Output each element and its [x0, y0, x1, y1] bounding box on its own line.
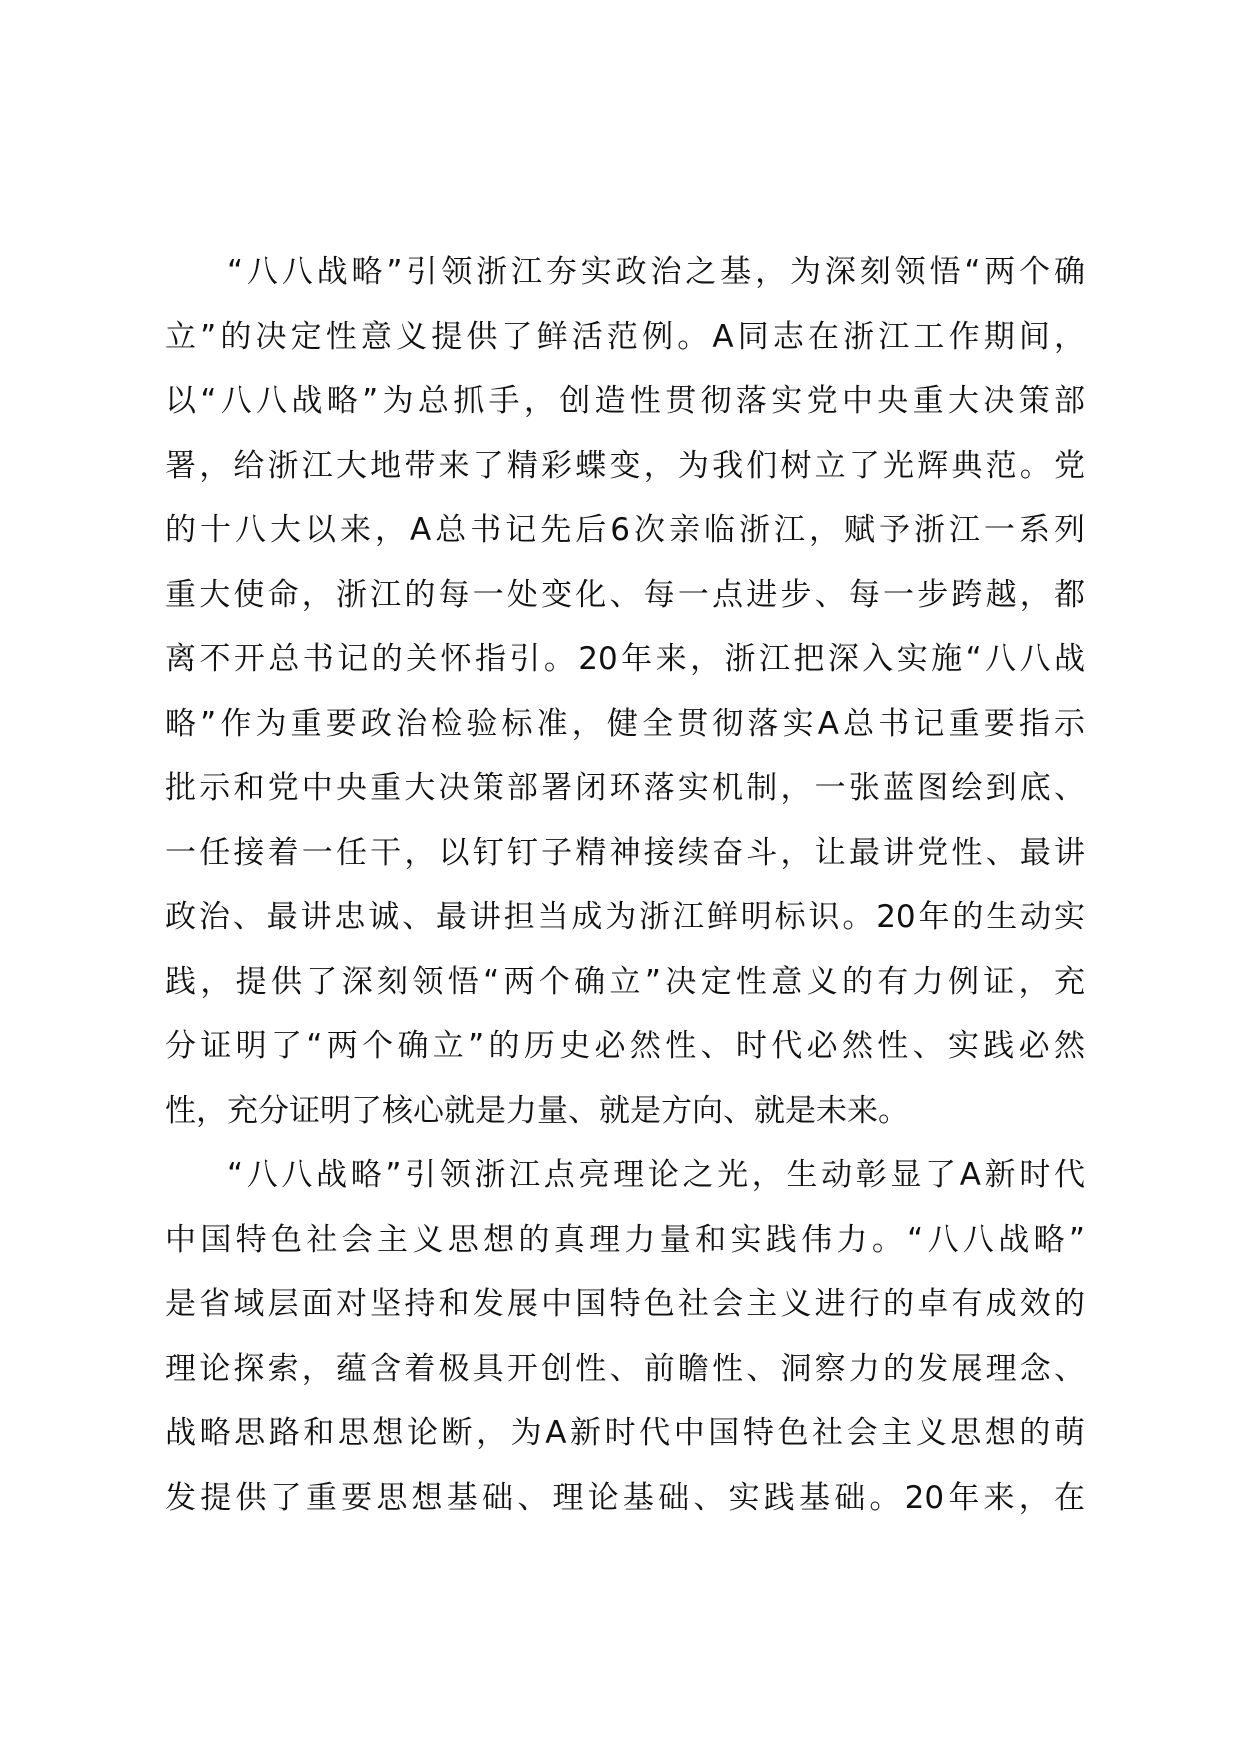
text-line: 政治、最讲忠诚、最讲担当成为浙江鲜明标识。20年的生动实	[165, 899, 1085, 935]
paragraph-1	[165, 240, 1085, 1143]
text-line: 践，提供了深刻领悟“两个确立”决定性意义的有力例证，充	[165, 963, 1085, 1000]
text-line: 署，给浙江大地带来了精彩蝶变，为我们树立了光辉典范。党	[165, 447, 1085, 484]
document-body	[165, 240, 1085, 1530]
text-line: 重大使命，浙江的每一处变化、每一点进步、每一步跨越，都	[165, 576, 1085, 613]
text-line: 理论探索，蕴含着极具开创性、前瞻性、洞察力的发展理念、	[165, 1350, 1085, 1387]
text-line: 批示和党中央重大决策部署闭环落实机制，一张蓝图绘到底、	[165, 770, 1085, 806]
text-line: 离不开总书记的关怀指引。20年来，浙江把深入实施“八八战	[165, 641, 1085, 677]
text-line: 立”的决定性意义提供了鲜活范例。A同志在浙江工作期间，	[165, 318, 1085, 355]
text-line: 性，充分证明了核心就是力量、就是方向、就是未来。	[165, 1092, 909, 1129]
text-line: 的十八大以来，A总书记先后6次亲临浙江，赋予浙江一系列	[165, 512, 1085, 548]
text-line: “八八战略”引领浙江点亮理论之光，生动彰显了A新时代	[227, 1157, 1085, 1193]
text-line: 一任接着一任干，以钉钉子精神接续奋斗，让最讲党性、最讲	[165, 834, 1085, 871]
text-line: 是省域层面对坚持和发展中国特色社会主义进行的卓有成效的	[165, 1286, 1085, 1322]
text-line: 略”作为重要政治检验标准，健全贯彻落实A总书记重要指示	[165, 705, 1085, 742]
text-line: 中国特色社会主义思想的真理力量和实践伟力。“八八战略”	[165, 1221, 1085, 1258]
text-line: “八八战略”引领浙江夯实政治之基，为深刻领悟“两个确	[227, 254, 1085, 290]
text-line: 发提供了重要思想基础、理论基础、实践基础。20年来，在	[165, 1479, 1085, 1516]
text-line: 战略思路和思想论断，为A新时代中国特色社会主义思想的萌	[165, 1415, 1085, 1451]
text-line: 分证明了“两个确立”的历史必然性、时代必然性、实践必然	[165, 1028, 1085, 1064]
text-line: 以“八八战略”为总抓手，创造性贯彻落实党中央重大决策部	[165, 383, 1085, 419]
paragraph-2	[165, 1143, 1085, 1530]
